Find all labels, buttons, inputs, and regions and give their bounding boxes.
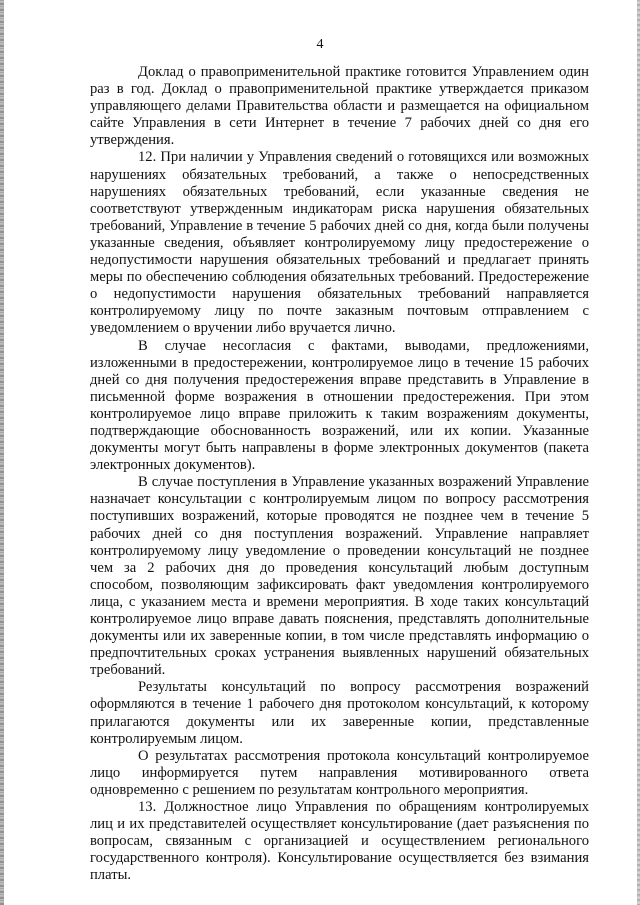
- paragraph-consultations: В случае поступления в Управление указанных возражений Управление назначает консультации с контролируемым лицом по вопросу рассмотрения поступивших возражений, которые проводятся не позднее чем в течение 5 рабочих дней со дня поступления возражений. Управление направляет контролируемому лицу уведомление о проведении консультаций не позднее чем за 2 рабочих дня до проведения консультаций любым доступным способом, позволяющим зафиксировать факт уведомления контролируемого лица, с указанием места и времени мероприятия. В ходе таких консультаций контролируемое лицо вправе давать пояснения, представлять дополнительные документы или их заверенные копии, в том числе представлять информацию о предпочтительных сроках устранения выявленных нарушений обязательных требований.: [90, 474, 589, 679]
- paragraph-protocol-review: О результатах рассмотрения протокола консультаций контролируемое лицо информируется путем направления мотивированного ответа одновременно с решением по результатам контрольного мероприятия.: [90, 747, 589, 798]
- page-number: 4: [316, 37, 324, 52]
- paragraph-item-13-consulting: 13. Должностное лицо Управления по обращениям контролируемых лиц и их представителей осуществляет консультирование (дает разъяснения по вопросам, связанным с организацией и осуществлением регионального государственного контроля). Консультирование осуществляется без взимания платы.: [90, 799, 589, 884]
- document-body: [90, 64, 589, 885]
- paragraph-objections: В случае несогласия с фактами, выводами, предложениями, изложенными в предостережении, контролируемое лицо в течение 15 рабочих дней со дня получения предостережения вправе представить в Управление в письменной форме возражения в отношении предостережения. При этом контролируемое лицо вправе приложить к таким возражениям документы, подтверждающие обоснованность возражений, или их копии. Указанные документы могут быть направлены в форме электронных документов (пакета электронных документов).: [90, 337, 589, 474]
- paragraph-consultation-results: Результаты консультаций по вопросу рассмотрения возражений оформляются в течение 1 рабочего дня протоколом консультаций, к которому прилагаются документы или их заверенные копии, представленные контролируемым лицом.: [90, 679, 589, 747]
- scan-edge-left: [0, 0, 4, 905]
- paragraph-item-12-warning: 12. При наличии у Управления сведений о готовящихся или возможных нарушениях обязательных требований, а также о непосредственных нарушениях обязательных требований, если указанные сведения не соответствуют утвержденным индикаторам риска нарушения обязательных требований, Управление в течение 5 рабочих дней со дня, когда были получены указанные сведения, объявляет контролируемому лицу предостережение о недопустимости нарушения обязательных требований и предлагает принять меры по обеспечению соблюдения обязательных требований. Предостережение о недопустимости нарушения обязательных требований направляется контролируемому лицу по почте заказным почтовым отправлением с уведомлением о вручении либо вручается лично.: [90, 149, 589, 337]
- paragraph-practice-report: Доклад о правоприменительной практике готовится Управлением один раз в год. Доклад о правоприменительной практике утверждается приказом управляющего делами Правительства области и размещается на официальном сайте Управления в сети Интернет в течение 7 рабочих дней со дня его утверждения.: [90, 64, 589, 149]
